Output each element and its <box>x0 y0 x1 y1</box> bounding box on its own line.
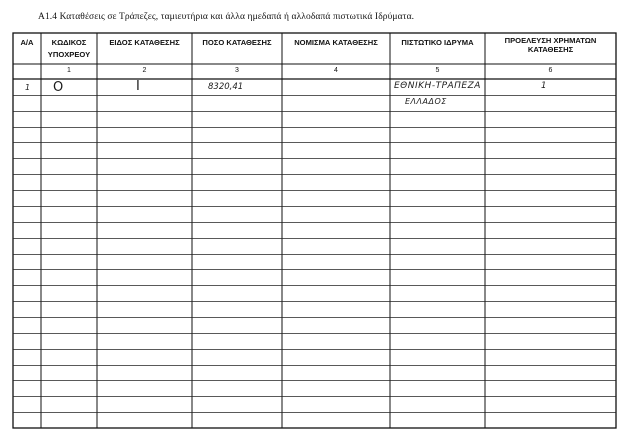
entry-deposit-amount: 8320,41 <box>208 82 244 92</box>
header-money-origin: ΠΡΟΕΛΕΥΣΗ ΧΡΗΜΑΤΩΝ ΚΑΤΑΘΕΣΗΣ <box>504 36 597 55</box>
header-aa: Α/Α <box>20 38 34 47</box>
column-number-6: 6 <box>548 67 553 74</box>
header-deposit-amount: ΠΟΣΟ ΚΑΤΑΘΕΣΗΣ <box>202 38 272 47</box>
entry-deposit-type: I <box>136 79 140 94</box>
header-obligor-code: ΚΩΔΙΚΟΣ ΥΠΟΧΡΕΟΥ <box>47 38 91 60</box>
form-title: Α1.4 Καταθέσεις σε Τράπεζες, ταμιευτήρια και άλλα ημεδαπά ή αλλοδαπά πιστωτικά Ιδρύματα. <box>38 12 415 22</box>
header-deposit-currency: ΝΟΜΙΣΜΑ ΚΑΤΑΘΕΣΗΣ <box>294 38 378 47</box>
header-credit-institution: ΠΙΣΤΩΤΙΚΟ ΙΔΡΥΜΑ <box>401 38 474 47</box>
entry-obligor-code: O <box>53 80 64 95</box>
entry-institution-line2: ΕΛΛΑΔΟΣ <box>405 97 447 106</box>
entry-money-origin: 1 <box>541 81 547 91</box>
column-number-2: 2 <box>142 67 147 74</box>
entry-institution-line1: ΕΘΝΙΚΗ-ΤΡΑΠΕΖΑ <box>394 81 481 91</box>
column-number-5: 5 <box>435 67 440 74</box>
column-number-1: 1 <box>67 67 71 74</box>
header-deposit-type: ΕΙΔΟΣ ΚΑΤΑΘΕΣΗΣ <box>109 38 180 47</box>
column-number-3: 3 <box>235 67 239 74</box>
entry-aa: 1 <box>25 83 31 92</box>
column-number-4: 4 <box>334 67 338 74</box>
